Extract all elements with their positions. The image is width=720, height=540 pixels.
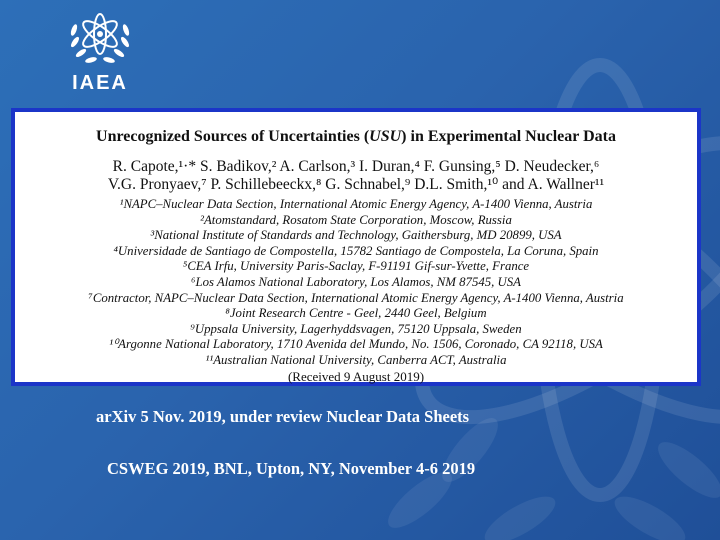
- affiliation: ⁷Contractor, NAPC–Nuclear Data Section, International Atomic Energy Agency, A-1400 Vienna, Austria: [88, 290, 624, 305]
- affiliation: ⁸Joint Research Centre - Geel, 2440 Geel, Belgium: [225, 306, 487, 321]
- affiliation: ¹¹Australian National University, Canberra ACT, Australia: [205, 352, 507, 367]
- affiliation: ¹NAPC–Nuclear Data Section, International Atomic Energy Agency, A-1400 Vienna, Austria: [119, 197, 593, 211]
- affiliation: ⁶Los Alamos National Laboratory, Los Alamos, NM 87545, USA: [191, 274, 521, 289]
- paper-title-part: Unrecognized Sources of Uncertainties (: [96, 128, 370, 145]
- affiliation: ⁹Uppsala University, Lagerhyddsvagen, 75120 Uppsala, Sweden: [190, 321, 522, 336]
- paper-title-usu: USU: [369, 128, 402, 145]
- logo-text: IAEA: [72, 72, 128, 94]
- author-line: V.G. Pronyaev,⁷ P. Schillebeeckx,⁸ G. Schnabel,⁹ D.L. Smith,¹⁰ and A. Wallner¹¹: [107, 176, 605, 193]
- footer-arxiv-note: arXiv 5 Nov. 2019, under review Nuclear Data Sheets: [96, 407, 470, 426]
- affiliation-list: [23, 197, 689, 369]
- paper-header-box: [11, 108, 701, 386]
- affiliation: ¹⁰Argonne National Laboratory, 1710 Avenida del Mundo, No. 1506, Coronado, CA 92118, USA: [109, 337, 603, 352]
- affiliation: ²Atomstandard, Rosatom State Corporation, Moscow, Russia: [200, 212, 512, 227]
- affiliation: ⁵CEA Irfu, University Paris-Saclay, F-91191 Gif-sur-Yvette, France: [182, 259, 530, 274]
- affiliation: ³National Institute of Standards and Technology, Gaithersburg, MD 20899, USA: [150, 228, 562, 243]
- paper-title-part: ) in Experimental Nuclear Data: [401, 128, 616, 145]
- paper-title: [23, 128, 689, 146]
- author-list: [23, 158, 689, 194]
- iaea-logo: [55, 4, 145, 96]
- iaea-atom-wreath-icon: [65, 4, 135, 70]
- affiliation: ⁴Universidade de Santiago de Compostella, 15782 Santiago de Compostela, La Coruna, Spain: [113, 243, 599, 258]
- author-line: R. Capote,¹·* S. Badikov,² A. Carlson,³ I. Duran,⁴ F. Gunsing,⁵ D. Neudecker,⁶: [112, 158, 600, 175]
- received-date: (Received 9 August 2019): [287, 368, 425, 384]
- footer-meeting-note: CSWEG 2019, BNL, Upton, NY, November 4-6 2019: [107, 459, 476, 478]
